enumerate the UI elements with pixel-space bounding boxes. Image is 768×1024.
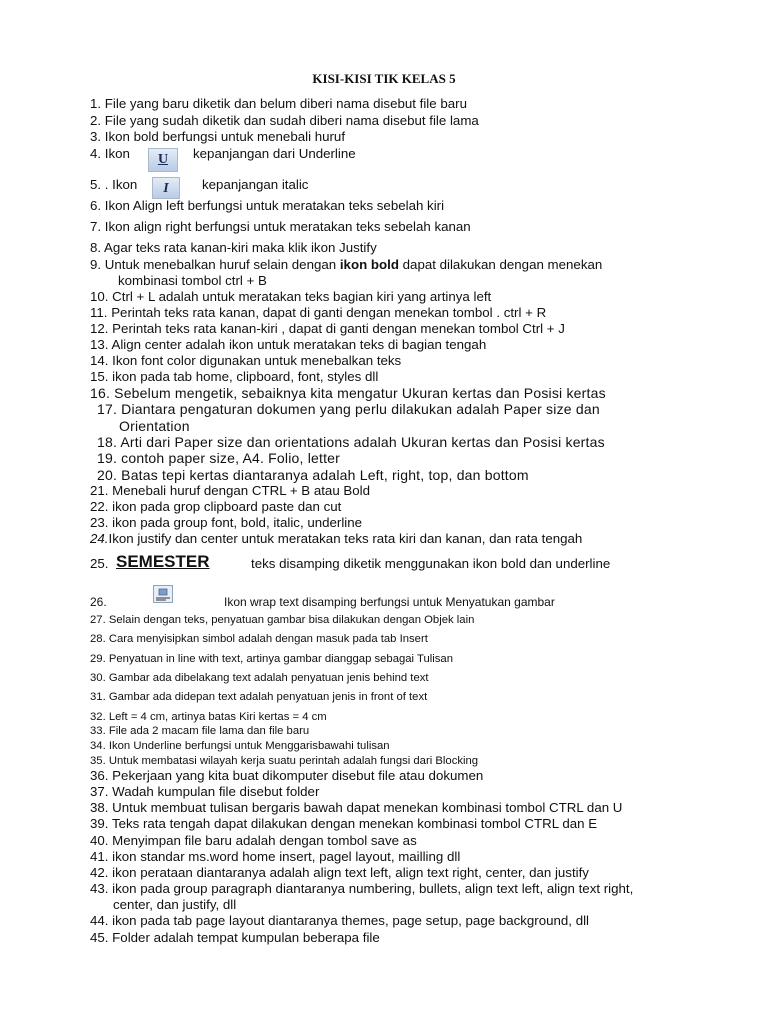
list-item-10: 10. Ctrl + L adalah untuk meratakan teks bagian kiri yang artinya left [90,289,492,304]
list-item-32: 32. Left = 4 cm, artinya batas Kiri kertas = 4 cm [90,711,327,723]
list-item-41: 41. ikon standar ms.word home insert, pagel layout, mailling dll [90,849,461,864]
list-item-4-text: kepanjangan dari Underline [193,146,356,161]
list-item-13: 13. Align center adalah ikon untuk meratakan teks di bagian tengah [90,337,487,352]
list-item-17: 17. Diantara pengaturan dokumen yang perlu dilakukan adalah Paper size dan [97,401,600,417]
list-item-33: 33. File ada 2 macam file lama dan file baru [90,725,310,737]
list-item-30: 30. Gambar ada dibelakang text adalah penyatuan jenis behind text [90,672,429,684]
list-item-22: 22. ikon pada grop clipboard paste dan cut [90,499,342,514]
list-item-28: 28. Cara menyisipkan simbol adalah dengan masuk pada tab Insert [90,633,428,645]
list-item-37: 37. Wadah kumpulan file disebut folder [90,784,320,799]
list-item-35: 35. Untuk membatasi wilayah kerja suatu perintah adalah fungsi dari Blocking [90,755,479,767]
list-item-29: 29. Penyatuan in line with text, artinya gambar dianggap sebagai Tulisan [90,653,453,665]
list-item-24: 24.Ikon justify dan center untuk meratakan teks rata kiri dan kanan, dan rata tengah [90,531,583,546]
list-item-14: 14. Ikon font color digunakan untuk menebalkan teks [90,353,402,368]
underline-icon: U [148,148,178,172]
italic-icon: I [152,177,180,199]
list-item-25-number: 25. [90,556,109,571]
list-item-17-continued: Orientation [119,418,190,434]
list-item-1: 1. File yang baru diketik dan belum diberi nama disebut file baru [90,96,467,111]
document-title: KISI-KISI TIK KELAS 5 [312,71,456,86]
list-item-6: 6. Ikon Align left berfungsi untuk meratakan teks sebelah kiri [90,198,445,213]
list-item-38: 38. Untuk membuat tulisan bergaris bawah dapat menekan kombinasi tombol CTRL dan U [90,800,623,815]
list-item-3: 3. Ikon bold berfungsi untuk menebali huruf [90,129,346,144]
list-item-43: 43. ikon pada group paragraph diantaranya numbering, bullets, align text left, align text right, [90,881,634,896]
list-item-16: 16. Sebelum mengetik, sebaiknya kita mengatur Ukuran kertas dan Posisi kertas [90,385,606,401]
list-item-43-continued: center, dan justify, dll [113,897,237,912]
list-item-2: 2. File yang sudah diketik dan sudah diberi nama disebut file lama [90,113,479,128]
list-item-40: 40. Menyimpan file baru adalah dengan tombol save as [90,833,417,848]
list-item-5-text: kepanjangan italic [202,177,309,192]
list-item-4-prefix: 4. Ikon [90,146,130,161]
list-item-18: 18. Arti dari Paper size dan orientations adalah Ukuran kertas dan Posisi kertas [97,434,605,450]
list-item-23: 23. ikon pada group font, bold, italic, underline [90,515,363,530]
list-item-31: 31. Gambar ada didepan text adalah penyatuan jenis in front of text [90,691,428,703]
list-item-19: 19. contoh paper size, A4. Folio, letter [97,450,341,466]
list-item-11: 11. Perintah teks rata kanan, dapat di ganti dengan menekan tombol . ctrl + R [90,305,547,320]
list-item-5-prefix: 5. . Ikon [90,177,138,192]
list-item-9-continued: kombinasi tombol ctrl + B [118,273,267,288]
list-item-26-text: Ikon wrap text disamping berfungsi untuk Menyatukan gambar [224,595,555,609]
list-item-26-number: 26. [90,595,107,609]
list-item-27: 27. Selain dengan teks, penyatuan gambar bisa dilakukan dengan Objek lain [90,614,475,626]
list-item-8: 8. Agar teks rata kanan-kiri maka klik ikon Justify [90,240,377,255]
list-item-20: 20. Batas tepi kertas diantaranya adalah Left, right, top, dan bottom [97,467,529,483]
list-item-21: 21. Menebali huruf dengan CTRL + B atau Bold [90,483,371,498]
list-item-25-text: teks disamping diketik menggunakan ikon bold dan underline [251,556,611,571]
list-item-44: 44. ikon pada tab page layout diantaranya themes, page setup, page background, dll [90,913,589,928]
wrap-text-icon [153,585,173,603]
list-item-45: 45. Folder adalah tempat kumpulan beberapa file [90,930,380,945]
list-item-42: 42. ikon perataan diantaranya adalah align text left, align text right, center, dan justify [90,865,589,880]
list-item-7: 7. Ikon align right berfungsi untuk meratakan teks sebelah kanan [90,219,471,234]
list-item-15: 15. ikon pada tab home, clipboard, font, styles dll [90,369,379,384]
semester-bold-underlined-text: SEMESTER [116,552,210,571]
list-item-39: 39. Teks rata tengah dapat dilakukan dengan menekan kombinasi tombol CTRL dan E [90,816,598,831]
list-item-34: 34. Ikon Underline berfungsi untuk Menggarisbawahi tulisan [90,740,390,752]
list-item-12: 12. Perintah teks rata kanan-kiri , dapat di ganti dengan menekan tombol Ctrl + J [90,321,565,336]
list-item-36: 36. Pekerjaan yang kita buat dikomputer disebut file atau dokumen [90,768,484,783]
list-item-9: 9. Untuk menebalkan huruf selain dengan ikon bold dapat dilakukan dengan menekan [90,257,603,272]
